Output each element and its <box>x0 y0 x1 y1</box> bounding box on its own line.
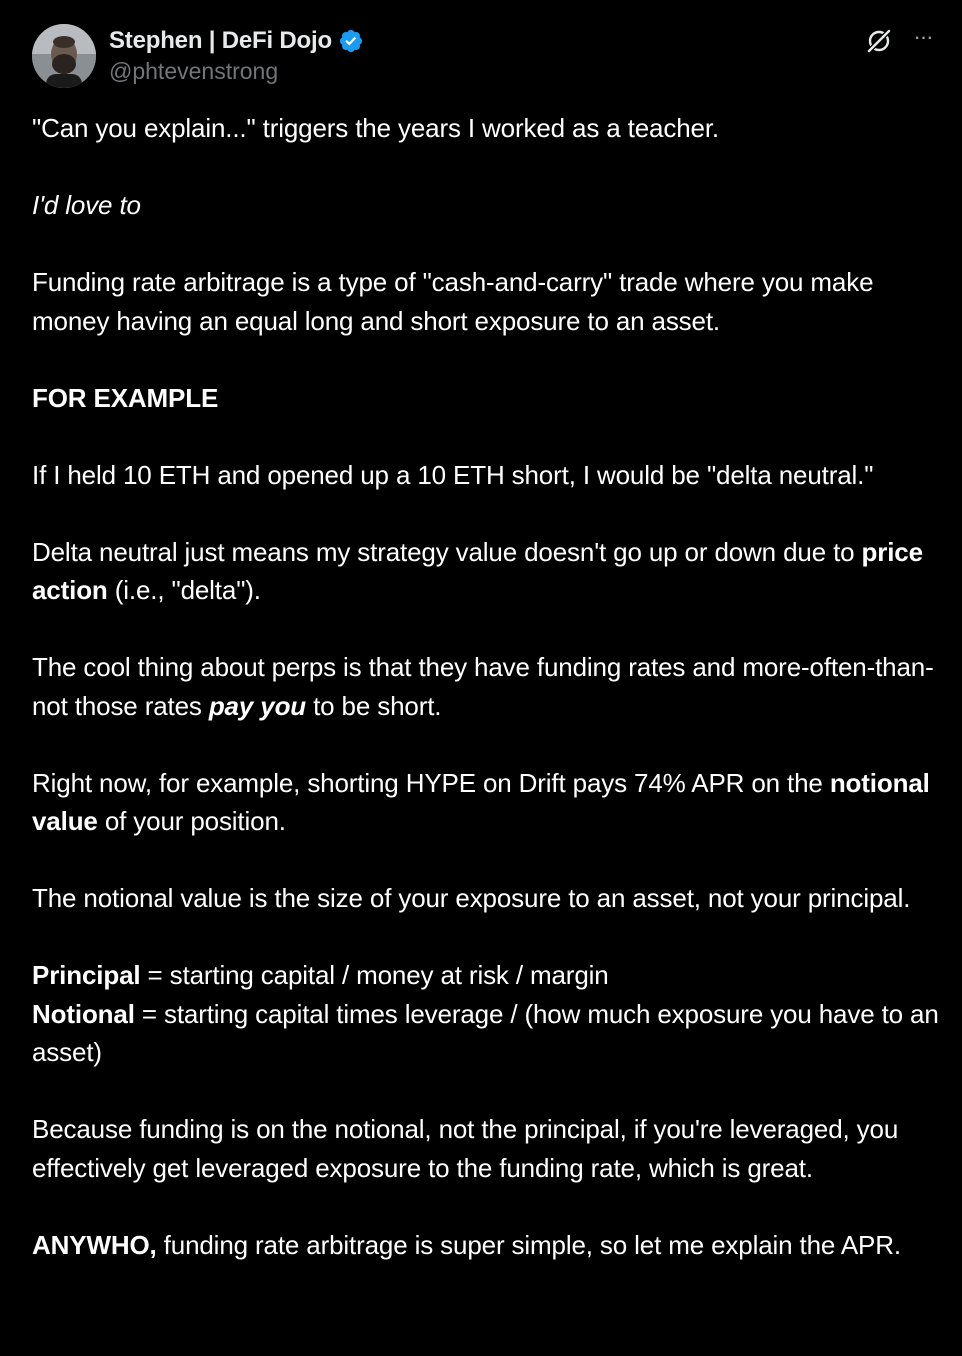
paragraph-13 <box>32 1226 944 1265</box>
paragraph-5: If I held 10 ETH and opened up a 10 ETH short, I would be "delta neutral." <box>32 459 874 490</box>
text-segment: The cool thing about perps is that they have funding rates and more-often-than-not those rates <box>32 652 934 721</box>
paragraph-4 <box>32 379 944 418</box>
profile-photo-icon <box>32 24 96 88</box>
paragraph-10 <box>32 956 944 995</box>
text-segment: to be short. <box>306 690 442 721</box>
text-segment: Right now, for example, shorting HYPE on Drift pays 74% APR on the <box>32 767 830 798</box>
verified-badge-icon <box>338 28 364 54</box>
text-segment: = starting capital / money at risk / margin <box>140 960 609 990</box>
text-segment: of your position. <box>97 806 286 836</box>
paragraph-1: "Can you explain..." triggers the years I worked as a teacher. <box>32 113 719 143</box>
text-segment: Delta neutral just means my strategy value doesn't go up or down due to <box>32 536 862 567</box>
bold-italic-text: pay you <box>208 690 307 721</box>
handle[interactable]: @phtevenstrong <box>109 58 279 84</box>
paragraph-3: Funding rate arbitrage is a type of "cash-and-carry" trade where you make money having an equal long and short exposure to an asset. <box>32 267 874 336</box>
paragraph-11 <box>32 995 944 1072</box>
paragraph-6 <box>32 533 944 610</box>
bold-heading: FOR EXAMPLE <box>32 382 219 413</box>
paragraph-9: The notional value is the size of your exposure to an asset, not your principal. <box>32 883 911 913</box>
bold-text: Notional <box>32 998 135 1029</box>
name-row <box>109 26 364 56</box>
bold-text: notional value <box>32 767 930 836</box>
tweet-header <box>32 24 938 88</box>
paragraph-8 <box>32 764 944 841</box>
display-name[interactable]: Stephen | DeFi Dojo <box>109 27 332 54</box>
text-segment: funding rate arbitrage is super simple, so let me explain the APR. <box>156 1229 901 1260</box>
tweet-body <box>32 109 944 1264</box>
bold-text: price action <box>32 536 923 605</box>
grok-icon[interactable] <box>864 26 894 56</box>
avatar[interactable] <box>32 24 96 88</box>
paragraph-12: Because funding is on the notional, not the principal, if you're leveraged, you effectively get leveraged exposure to the funding rate, which is great. <box>32 1114 899 1183</box>
paragraph-7 <box>32 648 944 725</box>
bold-text: Principal <box>32 960 141 990</box>
more-options-icon[interactable]: ··· <box>913 24 933 49</box>
italic-text: I'd love to <box>32 190 141 220</box>
text-segment: = starting capital times leverage / (how much exposure you have to an asset) <box>32 998 939 1067</box>
paragraph-2 <box>32 186 944 225</box>
text-segment: (i.e., "delta"). <box>107 575 261 605</box>
bold-text: ANYWHO, <box>32 1229 157 1260</box>
